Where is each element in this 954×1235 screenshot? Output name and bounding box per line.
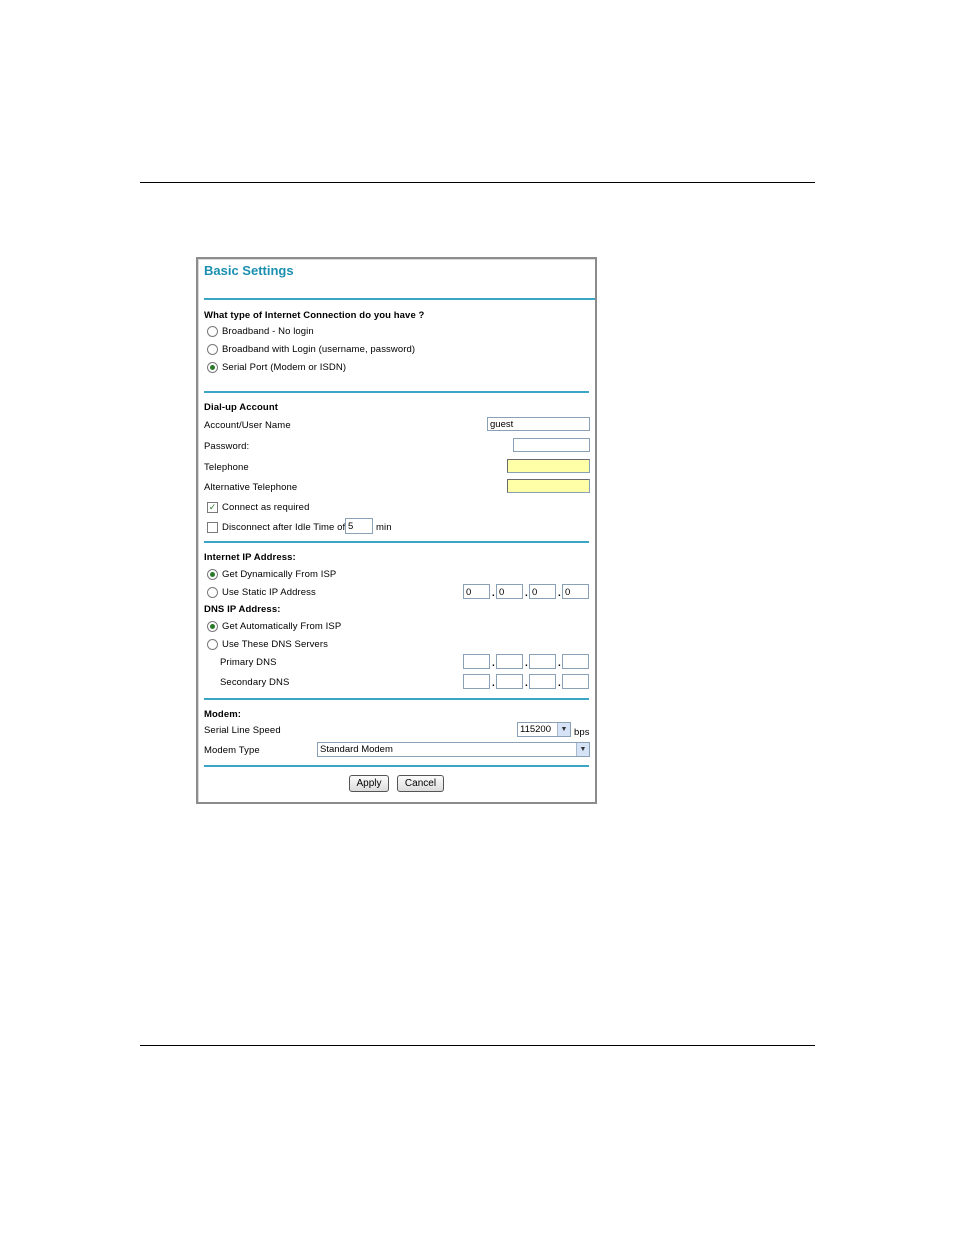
radio-broadband-no-login[interactable] xyxy=(207,326,218,337)
ip-dot: . xyxy=(558,678,561,689)
alt-telephone-label: Alternative Telephone xyxy=(204,482,298,493)
divider xyxy=(204,298,595,300)
static-ip-octet-4[interactable]: 0 xyxy=(562,584,589,599)
basic-settings-panel xyxy=(196,257,597,804)
chevron-down-icon[interactable]: ▼ xyxy=(557,723,570,736)
radio-ip-dynamic[interactable] xyxy=(207,569,218,580)
radio-ip-static[interactable] xyxy=(207,587,218,598)
account-label: Account/User Name xyxy=(204,420,291,431)
primary-dns-octet-1[interactable] xyxy=(463,654,490,669)
connect-as-required-label: Connect as required xyxy=(222,502,310,513)
primary-dns-label: Primary DNS xyxy=(220,657,277,668)
telephone-label: Telephone xyxy=(204,462,249,473)
dns-ip-heading: DNS IP Address: xyxy=(204,604,281,615)
primary-dns-octet-3[interactable] xyxy=(529,654,556,669)
ip-dot: . xyxy=(558,588,561,599)
serial-speed-select[interactable] xyxy=(517,722,571,737)
divider xyxy=(204,541,589,543)
disconnect-idle-checkbox[interactable] xyxy=(207,522,218,533)
static-ip-octet-3[interactable]: 0 xyxy=(529,584,556,599)
static-ip-octet-2[interactable]: 0 xyxy=(496,584,523,599)
divider xyxy=(204,765,589,767)
divider xyxy=(204,698,589,700)
connection-question: What type of Internet Connection do you have ? xyxy=(204,310,425,321)
apply-button[interactable]: Apply xyxy=(349,775,389,792)
ip-dot: . xyxy=(492,588,495,599)
secondary-dns-octet-1[interactable] xyxy=(463,674,490,689)
ip-dot: . xyxy=(525,658,528,669)
radio-broadband-no-login-label: Broadband - No login xyxy=(222,326,314,337)
page-title: Basic Settings xyxy=(204,263,294,278)
alt-telephone-input[interactable] xyxy=(507,479,590,493)
radio-dns-manual[interactable] xyxy=(207,639,218,650)
connect-as-required-checkbox[interactable]: ✓ xyxy=(208,502,217,512)
divider xyxy=(204,391,589,393)
secondary-dns-octet-3[interactable] xyxy=(529,674,556,689)
secondary-dns-label: Secondary DNS xyxy=(220,677,290,688)
modem-type-label: Modem Type xyxy=(204,745,260,756)
radio-ip-dynamic-label: Get Dynamically From ISP xyxy=(222,569,337,580)
telephone-input[interactable] xyxy=(507,459,590,473)
disconnect-idle-label: Disconnect after Idle Time of xyxy=(222,522,346,533)
chevron-down-icon[interactable]: ▼ xyxy=(576,743,589,756)
secondary-dns-octet-2[interactable] xyxy=(496,674,523,689)
radio-broadband-with-login[interactable] xyxy=(207,344,218,355)
internet-ip-heading: Internet IP Address: xyxy=(204,552,296,563)
page-header-rule xyxy=(140,182,815,183)
primary-dns-octet-2[interactable] xyxy=(496,654,523,669)
radio-dns-auto-label: Get Automatically From ISP xyxy=(222,621,342,632)
cancel-button[interactable]: Cancel xyxy=(397,775,444,792)
radio-broadband-with-login-label: Broadband with Login (username, password) xyxy=(222,344,416,355)
modem-heading: Modem: xyxy=(204,709,242,720)
radio-serial-port[interactable] xyxy=(207,362,218,373)
ip-dot: . xyxy=(492,658,495,669)
serial-speed-value: 115200 xyxy=(520,724,551,735)
ip-dot: . xyxy=(492,678,495,689)
idle-time-input[interactable]: 5 xyxy=(345,518,373,534)
page-footer-rule xyxy=(140,1045,815,1046)
primary-dns-octet-4[interactable] xyxy=(562,654,589,669)
modem-type-value: Standard Modem xyxy=(320,744,393,755)
secondary-dns-octet-4[interactable] xyxy=(562,674,589,689)
radio-dns-auto[interactable] xyxy=(207,621,218,632)
static-ip-octet-1[interactable]: 0 xyxy=(463,584,490,599)
radio-ip-static-label: Use Static IP Address xyxy=(222,587,316,598)
serial-speed-label: Serial Line Speed xyxy=(204,725,281,736)
modem-type-select[interactable] xyxy=(317,742,590,757)
dialup-heading: Dial-up Account xyxy=(204,402,278,413)
password-input[interactable] xyxy=(513,438,590,452)
serial-speed-unit: bps xyxy=(574,727,590,738)
ip-dot: . xyxy=(525,588,528,599)
ip-dot: . xyxy=(558,658,561,669)
radio-dns-manual-label: Use These DNS Servers xyxy=(222,639,328,650)
ip-dot: . xyxy=(525,678,528,689)
account-input[interactable]: guest xyxy=(487,417,590,431)
idle-time-unit: min xyxy=(376,522,392,533)
radio-serial-port-label: Serial Port (Modem or ISDN) xyxy=(222,362,347,373)
password-label: Password: xyxy=(204,441,250,452)
